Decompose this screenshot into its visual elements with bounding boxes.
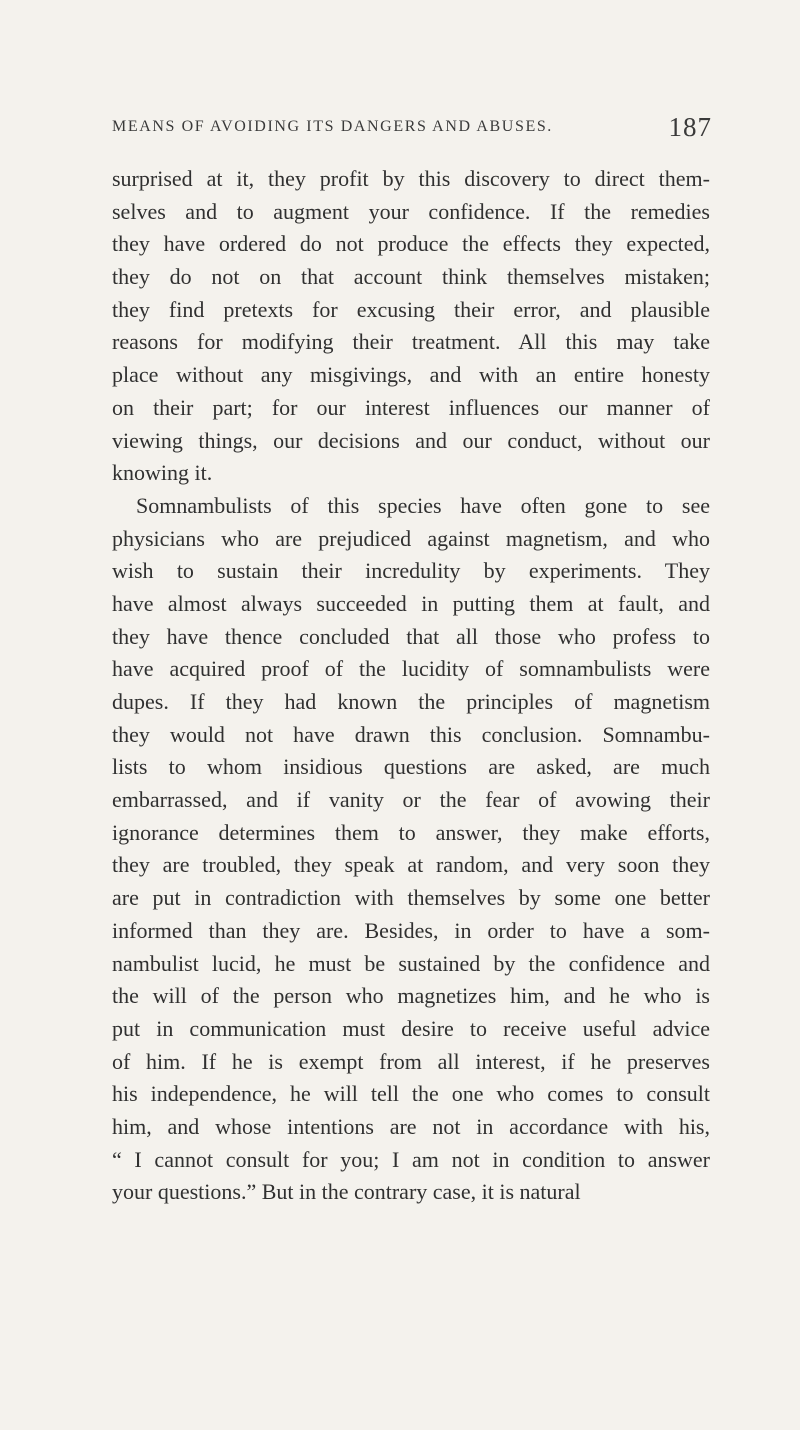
text-line: have almost always succeeded in putting them at fault, and: [112, 590, 710, 616]
text-line: knowing it.: [112, 460, 213, 486]
page-number: 187: [668, 112, 712, 142]
text-line: they have ordered do not produce the effects they expected,: [112, 231, 710, 257]
text-line: they have thence concluded that all those who profess to: [112, 623, 710, 649]
paragraph: [112, 163, 710, 490]
paragraph: [112, 490, 710, 1209]
text-line: of him. If he is exempt from all interest, if he preserves: [112, 1048, 710, 1074]
text-line: put in communication must desire to receive useful advice: [112, 1015, 710, 1041]
text-line: “ I cannot consult for you; I am not in condition to answer: [112, 1146, 710, 1172]
text-line: they are troubled, they speak at random, and very soon they: [112, 852, 710, 878]
text-line: selves and to augment your confidence. If the remedies: [112, 198, 710, 224]
text-line: his independence, he will tell the one who comes to consult: [112, 1081, 710, 1107]
text-line: on their part; for our interest influences our manner of: [112, 394, 710, 420]
text-line: nambulist lucid, he must be sustained by the confidence and: [112, 950, 710, 976]
text-line: informed than they are. Besides, in order to have a som-: [112, 917, 710, 943]
text-line: him, and whose intentions are not in accordance with his,: [112, 1113, 710, 1139]
running-head: [112, 112, 712, 146]
running-title: MEANS OF AVOIDING ITS DANGERS AND ABUSES.: [112, 118, 553, 135]
text-line: are put in contradiction with themselves by some one better: [112, 885, 710, 911]
text-line: embarrassed, and if vanity or the fear of avowing their: [112, 787, 710, 813]
text-line: lists to whom insidious questions are asked, are much: [112, 754, 710, 780]
text-line: reasons for modifying their treatment. All this may take: [112, 329, 710, 355]
text-line: your questions.” But in the contrary case, it is natural: [112, 1179, 581, 1205]
text-line: they find pretexts for excusing their error, and plausible: [112, 296, 710, 322]
text-line: wish to sustain their incredulity by experiments. They: [112, 558, 710, 584]
text-line: the will of the person who magnetizes him, and he who is: [112, 983, 710, 1009]
text-line: they would not have drawn this conclusion. Somnambu-: [112, 721, 710, 747]
paragraph-container: [112, 163, 710, 1209]
text-line: surprised at it, they profit by this discovery to direct them-: [112, 166, 710, 191]
text-line: place without any misgivings, and with an entire honesty: [112, 362, 710, 388]
text-line: physicians who are prejudiced against magnetism, and who: [112, 525, 710, 551]
text-line: viewing things, our decisions and our conduct, without our: [112, 427, 710, 453]
body-text: [112, 163, 710, 1209]
text-line: Somnambulists of this species have often gone to see: [136, 492, 710, 518]
text-line: dupes. If they had known the principles of magnetism: [112, 689, 710, 714]
text-line: have acquired proof of the lucidity of somnambulists were: [112, 656, 710, 682]
text-line: ignorance determines them to answer, they make efforts,: [112, 819, 710, 845]
text-line: they do not on that account think themselves mistaken;: [112, 264, 710, 290]
